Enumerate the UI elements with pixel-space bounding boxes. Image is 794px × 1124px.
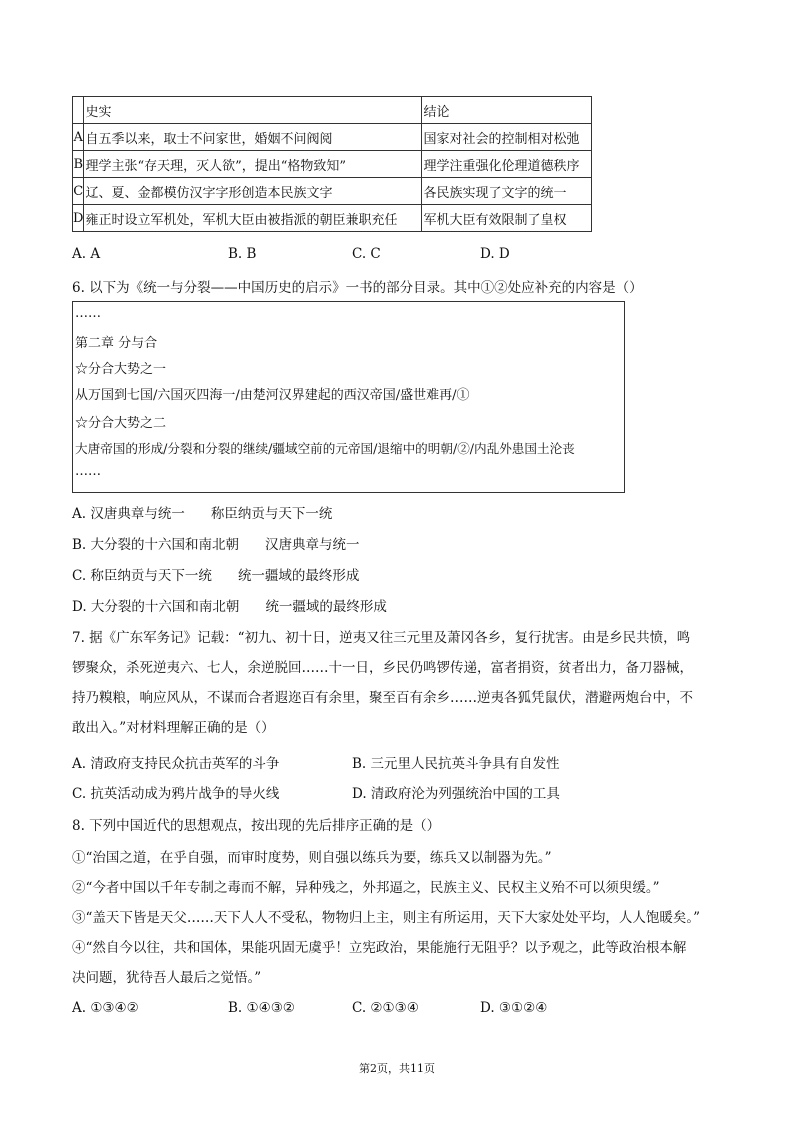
- q6-option-a: [72, 502, 332, 522]
- q7-option-b: B. 三元里人民抗英斗争具有自发性: [352, 756, 560, 772]
- q8-option-c: C. ②①③④: [352, 1000, 419, 1016]
- q6-option-d-first: D. 大分裂的十六国和南北朝: [72, 599, 240, 615]
- fact-cell: 理学主张“存天理，灭人欲”，提出“格物致知”: [84, 151, 422, 178]
- q8-option-b: B. ①④③②: [228, 1000, 295, 1016]
- table-header-cell: 史实: [84, 97, 422, 124]
- q6-option-a-first: A. 汉唐典章与统一: [72, 506, 185, 522]
- table-header-cell: 结论: [422, 97, 592, 124]
- q6-option-b-second: 汉唐典章与统一: [265, 537, 360, 553]
- q6-stem: 6. 以下为《统一与分裂——中国历史的启示》一书的部分目录。其中①②处应补充的内容是（）: [72, 280, 643, 296]
- q6-option-c-second: 统一疆域的最终形成: [237, 568, 360, 584]
- conclusion-cell: 国家对社会的控制相对松弛: [422, 124, 592, 151]
- q6-option-d: [72, 595, 387, 615]
- table-row: [73, 178, 592, 205]
- table-header-row: [73, 97, 592, 124]
- q8-viewpoint: ②“今者中国以千年专制之毒而不解，异种残之，外邦逼之，民族主义、民权主义殆不可以须臾缓。”: [72, 880, 660, 896]
- table-row: [73, 205, 592, 232]
- q6-option-c: [72, 564, 359, 584]
- q6-option-b-first: B. 大分裂的十六国和南北朝: [72, 537, 240, 553]
- q7-option-d: D. 清政府沦为列强统治中国的工具: [352, 786, 560, 802]
- q8-viewpoint: 决问题，犹待吾人最后之觉悟。”: [72, 970, 262, 986]
- conclusion-cell: 军机大臣有效限制了皇权: [422, 205, 592, 232]
- table-of-contents-box: [72, 301, 625, 493]
- q5-option-b: B. B: [228, 246, 257, 262]
- q8-option-d: D. ③①②④: [480, 1000, 548, 1016]
- table-row: [73, 124, 592, 151]
- fact-cell: 自五季以来，取士不问家世，婚姻不问阀阅: [84, 124, 422, 151]
- q8-option-a: A. ①③④②: [72, 1000, 139, 1016]
- q5-option-d: D. D: [480, 246, 510, 262]
- q7-option-a: A. 清政府支持民众抗击英军的斗争: [72, 756, 280, 772]
- conclusion-cell: 理学注重强化伦理道德秩序: [422, 151, 592, 178]
- q8-stem: 8. 下列中国近代的思想观点，按出现的先后排序正确的是（）: [72, 818, 441, 834]
- conclusion-cell: 各民族实现了文字的统一: [422, 178, 592, 205]
- toc-line: 从万国到七国/六国灭四海一/由楚河汉界建起的西汉帝国/盛世难再/①: [75, 388, 470, 403]
- row-label: D: [73, 205, 84, 232]
- toc-line: 第二章 分与合: [75, 336, 158, 351]
- toc-line: ……: [75, 306, 101, 321]
- fact-cell: 辽、夏、金都模仿汉字字形创造本民族文字: [84, 178, 422, 205]
- page-number: 第2页，共11页: [359, 1062, 435, 1075]
- q8-viewpoint: ③“盖天下皆是天父……天下人人不受私，物物归上主，则主有所运用，天下大家处处平均，人人饱暖矣。”: [72, 910, 701, 926]
- fact-cell: 雍正时设立军机处，军机大臣由被指派的朝臣兼职充任: [84, 205, 422, 232]
- row-label: B: [73, 151, 84, 178]
- q5-option-a: A. A: [72, 246, 101, 262]
- table-header-cell: [73, 97, 84, 124]
- toc-line: ……: [75, 464, 101, 479]
- q7-stem-line: 7. 据《广东军务记》记载：“初九、初十日，逆夷又往三元里及萧冈各乡，复行扰害。由是乡民共愤，鸣: [72, 630, 691, 646]
- q8-viewpoint: ④“然自今以往，共和国体，果能巩固无虞乎！立宪政治，果能施行无阻乎？以予观之，此等政治根本解: [72, 940, 687, 956]
- q7-stem-line: 锣聚众，杀死逆夷六、七人，余逆脱回……十一日，乡民仍鸣锣传递，富者捐资，贫者出力，备刀器械，: [72, 660, 693, 676]
- q6-option-c-first: C. 称臣纳贡与天下一统: [72, 568, 212, 584]
- q6-option-d-second: 统一疆域的最终形成: [265, 599, 387, 615]
- q6-option-b: [72, 533, 360, 553]
- q5-option-c: C. C: [352, 246, 381, 262]
- toc-line: ☆分合大势之一: [75, 362, 167, 377]
- q7-option-c: C. 抗英活动成为鸦片战争的导火线: [72, 786, 280, 802]
- toc-line: ☆分合大势之二: [75, 416, 167, 431]
- toc-line: 大唐帝国的形成/分裂和分裂的继续/疆域空前的元帝国/退缩中的明朝/②/内乱外患国土沦丧: [75, 441, 575, 456]
- q6-option-a-second: 称臣纳贡与天下一统: [210, 506, 333, 522]
- q7-stem-line: 敢出入。”对材料理解正确的是（）: [72, 720, 275, 736]
- history-table: [72, 96, 592, 232]
- q7-stem-line: 持乃糗粮，响应风从，不谋而合者遐迩百有余里，聚至百有余乡……逆夷各狐凭鼠伏，潜避两炮台中，不: [72, 690, 693, 706]
- table-row: [73, 151, 592, 178]
- row-label: C: [73, 178, 84, 205]
- row-label: A: [73, 124, 84, 151]
- q8-viewpoint: ①“治国之道，在乎自强，而审时度势，则自强以练兵为要，练兵又以制器为先。”: [72, 850, 552, 866]
